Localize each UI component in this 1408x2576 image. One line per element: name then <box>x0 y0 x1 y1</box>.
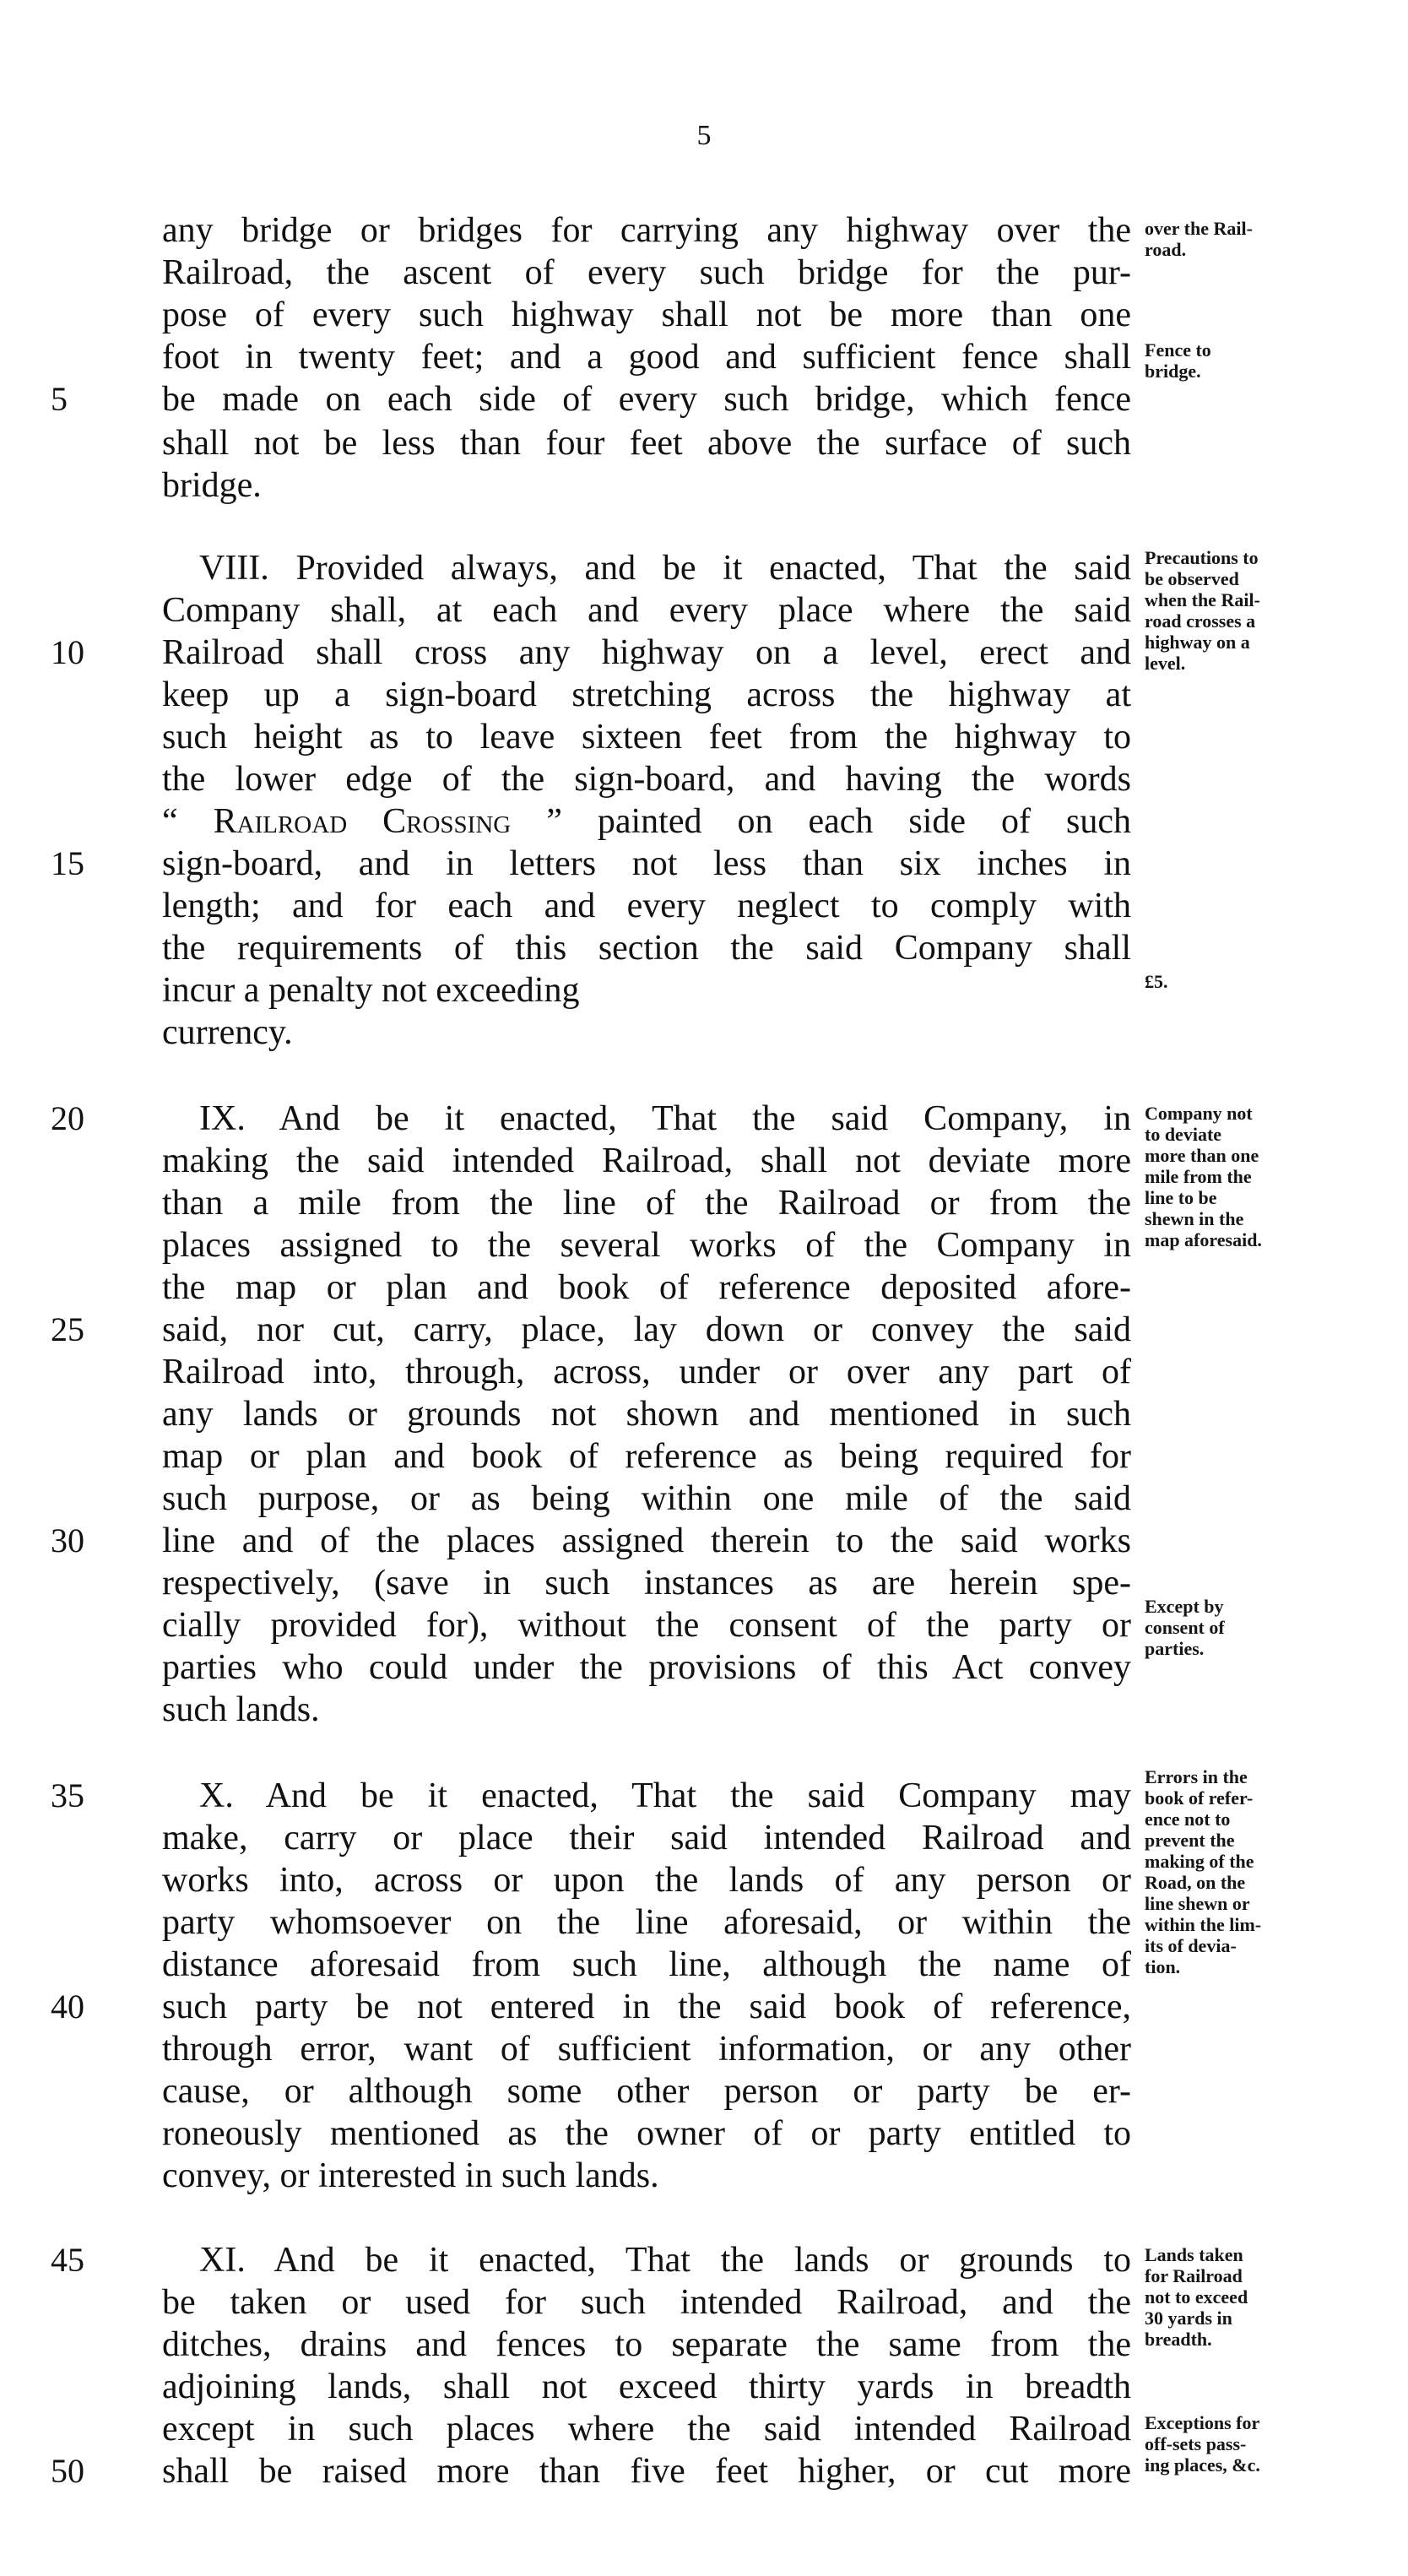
marginal-note-line: road crosses a <box>1145 610 1256 632</box>
line-number: 25 <box>51 1310 84 1348</box>
marginal-note-line: Road, on the <box>1145 1872 1246 1893</box>
line-number: 10 <box>51 633 84 671</box>
text-line: cially provided for), without the consent of the party or <box>162 1606 1131 1645</box>
marginal-note <box>1145 218 1398 260</box>
text-line: “ Railroad Crossing ” painted on each side of such <box>162 802 1131 841</box>
page-number: 5 <box>696 120 712 151</box>
text-line: currency. <box>162 1013 293 1052</box>
marginal-note-line: making of the <box>1145 1851 1254 1872</box>
text-line: distance aforesaid from such line, although the name of <box>162 1945 1131 1984</box>
marginal-note-line: over the Rail- <box>1145 218 1253 239</box>
text-line: IX. And be it enacted, That the said Company, in <box>199 1099 1131 1138</box>
text-line: respectively, (save in such instances as are herein spe- <box>162 1564 1131 1603</box>
text-line: such height as to leave sixteen feet from the highway to <box>162 718 1131 757</box>
marginal-note-line: tion. <box>1145 1956 1181 1977</box>
marginal-note-line: ence not to <box>1145 1809 1231 1830</box>
marginal-note-line: shewn in the <box>1145 1208 1244 1229</box>
text-line: such party be not entered in the said book of reference, <box>162 1988 1131 2026</box>
marginal-note-line: road. <box>1145 239 1187 260</box>
text-line: roneously mentioned as the owner of or party entitled to <box>162 2114 1131 2153</box>
text-line: any lands or grounds not shown and mentioned in such <box>162 1395 1131 1434</box>
marginal-note-line: Errors in the <box>1145 1766 1248 1787</box>
marginal-note <box>1145 547 1398 674</box>
line-number: 45 <box>51 2241 84 2279</box>
marginal-note-line: Company not <box>1145 1103 1253 1124</box>
marginal-note-line: Exceptions for <box>1145 2412 1260 2433</box>
text-line: Railroad, the ascent of every such bridge for the pur- <box>162 253 1131 292</box>
marginal-note <box>1145 1103 1398 1250</box>
text-line: keep up a sign-board stretching across the highway at <box>162 675 1131 714</box>
text-line: pose of every such highway shall not be more than one <box>162 296 1131 334</box>
text-line: be made on each side of every such bridge, which fence <box>162 380 1131 419</box>
marginal-note-line: for Railroad <box>1145 2265 1243 2286</box>
text-line: works into, across or upon the lands of any person or <box>162 1861 1131 1900</box>
text-line: party whomsoever on the line aforesaid, or within the <box>162 1903 1131 1942</box>
marginal-note-line: consent of <box>1145 1617 1225 1638</box>
text-line: such purpose, or as being within one mile of the said <box>162 1479 1131 1518</box>
marginal-note-line: within the lim- <box>1145 1914 1262 1935</box>
text-line: incur a penalty not exceeding <box>162 971 580 1010</box>
marginal-note-line: £5. <box>1145 971 1168 992</box>
line-number: 50 <box>51 2452 84 2490</box>
text-line: be taken or used for such intended Railroad, and the <box>162 2283 1131 2322</box>
text-line: said, nor cut, carry, place, lay down or convey the said <box>162 1310 1131 1349</box>
marginal-note-line: line shewn or <box>1145 1893 1250 1914</box>
text-line: cause, or although some other person or party be er- <box>162 2072 1131 2111</box>
text-line: except in such places where the said intended Railroad <box>162 2410 1131 2449</box>
text-line: adjoining lands, shall not exceed thirty yards in breadth <box>162 2367 1131 2406</box>
line-number: 15 <box>51 844 84 882</box>
text-line: line and of the places assigned therein to the said works <box>162 1521 1131 1560</box>
marginal-note-line: ing places, &c. <box>1145 2454 1260 2476</box>
marginal-note <box>1145 2244 1398 2350</box>
marginal-note-line: 30 yards in <box>1145 2308 1232 2329</box>
text-line: Railroad into, through, across, under or over any part of <box>162 1353 1131 1391</box>
marginal-note-line: map aforesaid. <box>1145 1229 1262 1250</box>
text-line: the map or plan and book of reference deposited afore- <box>162 1268 1131 1307</box>
marginal-note-line: not to exceed <box>1145 2286 1248 2308</box>
marginal-note <box>1145 339 1398 382</box>
line-number: 40 <box>51 1988 84 2026</box>
marginal-note-line: book of refer- <box>1145 1787 1254 1809</box>
marginal-note-line: Lands taken <box>1145 2244 1243 2265</box>
text-line: than a mile from the line of the Railroad or from the <box>162 1184 1131 1223</box>
text-line: convey, or interested in such lands. <box>162 2156 659 2195</box>
text-line: shall not be less than four feet above the surface of such <box>162 424 1131 463</box>
text-line: sign-board, and in letters not less than six inches in <box>162 844 1131 883</box>
marginal-note-line: prevent the <box>1145 1830 1235 1851</box>
marginal-note <box>1145 1596 1398 1659</box>
line-number: 30 <box>51 1521 84 1559</box>
text-line: bridge. <box>162 466 262 505</box>
marginal-note-line: Precautions to <box>1145 547 1259 568</box>
text-line: X. And be it enacted, That the said Company may <box>199 1776 1131 1815</box>
marginal-note-line: level. <box>1145 653 1186 674</box>
text-line: making the said intended Railroad, shall not deviate more <box>162 1142 1131 1180</box>
marginal-note-line: breadth. <box>1145 2329 1212 2350</box>
text-line: XI. And be it enacted, That the lands or grounds to <box>199 2241 1131 2280</box>
marginal-note-line: Except by <box>1145 1596 1224 1617</box>
text-line: make, carry or place their said intended Railroad and <box>162 1819 1131 1857</box>
text-line: through error, want of sufficient information, or any other <box>162 2030 1131 2069</box>
text-line: Railroad shall cross any highway on a level, erect and <box>162 633 1131 672</box>
text-line: the lower edge of the sign-board, and having the words <box>162 760 1131 799</box>
marginal-note <box>1145 1766 1398 1977</box>
marginal-note-line: its of devia- <box>1145 1935 1237 1956</box>
text-line: any bridge or bridges for carrying any highway over the <box>162 211 1131 250</box>
marginal-note-line: parties. <box>1145 1638 1205 1659</box>
text-line: map or plan and book of reference as being required for <box>162 1437 1131 1476</box>
text-line: shall be raised more than five feet higher, or cut more <box>162 2452 1131 2491</box>
marginal-note-line: highway on a <box>1145 632 1250 653</box>
marginal-note-line: bridge. <box>1145 361 1201 382</box>
marginal-note-line: line to be <box>1145 1187 1217 1208</box>
text-line: parties who could under the provisions of this Act convey <box>162 1648 1131 1687</box>
marginal-note-line: be observed <box>1145 568 1239 589</box>
text-line: foot in twenty feet; and a good and sufficient fence shall <box>162 338 1131 377</box>
marginal-note <box>1145 971 1398 992</box>
text-line: ditches, drains and fences to separate the same from the <box>162 2325 1131 2364</box>
line-number: 35 <box>51 1776 84 1814</box>
text-line: VIII. Provided always, and be it enacted, That the said <box>199 549 1131 588</box>
text-line: length; and for each and every neglect to comply with <box>162 887 1131 925</box>
marginal-note-line: off-sets pass- <box>1145 2433 1247 2454</box>
marginal-note-line: mile from the <box>1145 1166 1252 1187</box>
text-line: such lands. <box>162 1690 320 1729</box>
text-line: places assigned to the several works of the Company in <box>162 1226 1131 1265</box>
text-line: Company shall, at each and every place where the said <box>162 591 1131 630</box>
line-number: 20 <box>51 1099 84 1137</box>
marginal-note-line: Fence to <box>1145 339 1211 361</box>
marginal-note-line: when the Rail- <box>1145 589 1260 610</box>
marginal-note-line: more than one <box>1145 1145 1259 1166</box>
text-line: the requirements of this section the said Company shall <box>162 929 1131 968</box>
marginal-note <box>1145 2412 1398 2476</box>
line-number: 5 <box>51 380 68 418</box>
marginal-note-line: to deviate <box>1145 1124 1222 1145</box>
